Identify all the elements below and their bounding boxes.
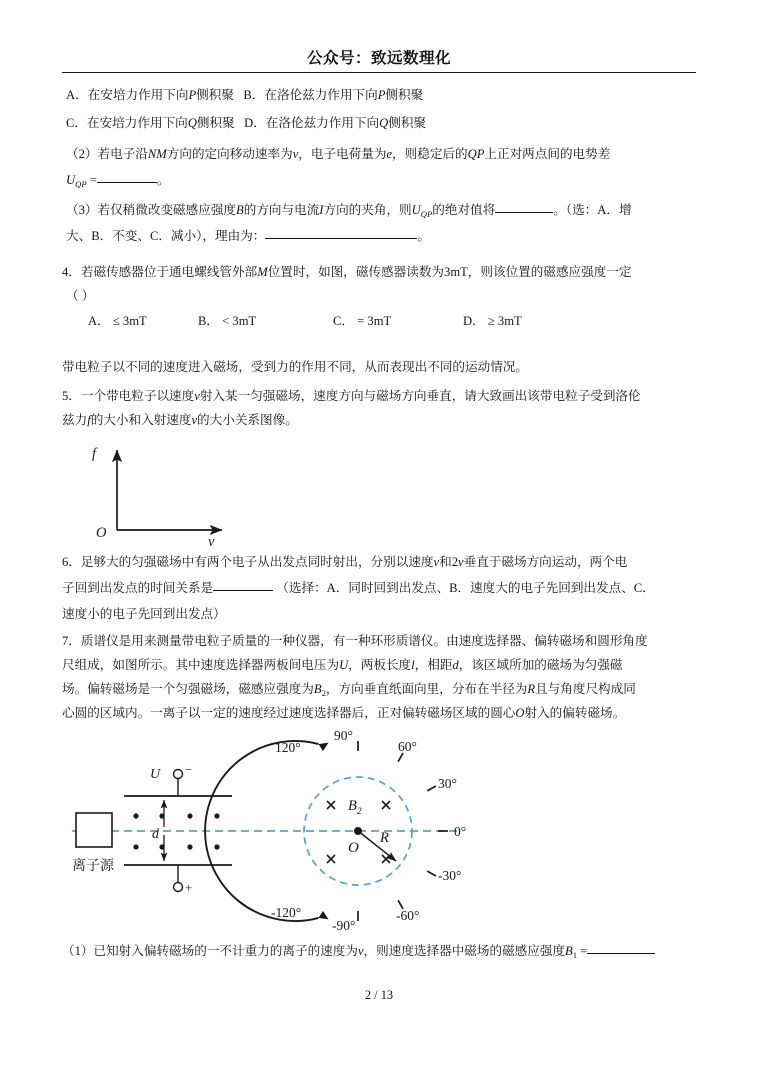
radius-arrow [358, 831, 396, 861]
question4-line1 [62, 264, 632, 281]
option-row-cd [66, 115, 426, 132]
answer-blank-abs[interactable] [495, 212, 553, 213]
q7-text-c: ，相距 [414, 658, 453, 672]
q7-text-b: ，两板长度 [348, 658, 412, 672]
option-c-var: Q [187, 116, 197, 130]
p71-text-b: ，则速度选择器中磁场的磁感应强度 [363, 944, 566, 958]
part2-u-symbol: U [66, 173, 76, 187]
q4-option-b [198, 313, 256, 330]
part2-var-e: e [386, 147, 393, 161]
part3-var-i: I [319, 203, 324, 217]
angle-label-90: 90° [334, 728, 353, 743]
part2-var-v: v [292, 147, 299, 161]
part3-var-u: U [411, 203, 421, 217]
q4-option-d-label: D． [463, 314, 485, 328]
answer-blank-b1[interactable] [587, 953, 655, 954]
q4-option-c [333, 313, 391, 330]
part2-text-b: 方向的定向移动速率为 [166, 147, 293, 161]
ion-source-box [76, 813, 112, 847]
q6-text-d: 子回到出发点的时间关系是 [62, 581, 214, 595]
q6-text-b: 和2 [439, 555, 458, 569]
part3-text-e: 。（选：A．增 [553, 203, 632, 217]
q4-option-a-text: ≤ 3mT [112, 314, 147, 328]
radius-label-r: R [380, 830, 389, 846]
part2-text-c: ，电子电荷量为 [298, 147, 387, 161]
voltage-label: U [150, 767, 161, 782]
angle-label-neg60: -60° [396, 908, 420, 923]
figure-fv-axes [70, 436, 310, 550]
q7-var-u: U [339, 658, 349, 672]
gap-label-d: d [152, 827, 159, 842]
part2-text-e: 上正对两点间的电势差 [484, 147, 611, 161]
part2-line1 [66, 146, 610, 163]
q7-text-d: ，该区域所加的磁场为匀强磁 [458, 658, 623, 672]
q4-option-d-text: ≥ 3mT [487, 314, 522, 328]
part2-text-a: （2）若电子沿 [66, 147, 148, 161]
option-b-label: B． [243, 88, 265, 102]
option-b-text2: 侧积聚 [385, 88, 424, 102]
q4-var-m: M [257, 265, 268, 279]
part3-line2 [66, 228, 430, 245]
q7-var-b2-sub: 2 [321, 688, 326, 698]
bottom-terminal-node [174, 883, 183, 892]
ion-source-label: 离子源 [72, 859, 114, 874]
option-a-text2: 侧积聚 [196, 88, 234, 102]
part3-u-subscript: QP [420, 209, 433, 219]
question7-line4 [62, 705, 625, 722]
q4-option-d [463, 313, 522, 330]
axis-label-f: f [92, 446, 97, 462]
option-b-text1: 在洛伦兹力作用下向 [264, 88, 378, 102]
q4-text-b: 位置时，如图，磁传感器读数为3mT，则该位置的磁感应强度一定 [267, 265, 632, 279]
axis-label-origin: O [96, 525, 107, 541]
arc-arrow-top [319, 743, 329, 752]
q6-text-e: （选择：A．同时回到出发点、B．速度大的电子先回到出发点、C． [276, 581, 655, 595]
answer-blank-uqp[interactable] [97, 182, 157, 183]
q5-text-e: 的大小关系图像。 [197, 413, 298, 427]
angle-label-30: 30° [438, 776, 457, 791]
question6-line1 [62, 554, 627, 571]
q7-text-h: 心圆的区域内。一离子以一定的速度经过速度选择器后，正对偏转磁场区域的圆心 [62, 706, 516, 720]
part3-text-d: 的绝对值将 [432, 203, 496, 217]
part3-text-f: 大、B．不变、C．减小），理由为： [66, 229, 266, 243]
q5-text-a: 5．一个带电粒子以速度 [62, 389, 195, 403]
part2-var-qp: QP [467, 147, 485, 161]
q7-text-f: ，方向垂直纸面向里，分布在半径为 [325, 682, 528, 696]
top-terminal-node [174, 770, 183, 779]
part2-line2 [66, 172, 169, 193]
q4-option-c-text: = 3mT [357, 314, 392, 328]
part3-text-a: （3）若仅稍微改变磁感应强度 [66, 203, 237, 217]
part3-var-b: B [236, 203, 244, 217]
q6-var-v1: v [433, 555, 440, 569]
p71-var-v: v [357, 944, 364, 958]
q6-text-a: 6．足够大的匀强磁场中有两个电子从出发点同时射出，分别以速度 [62, 555, 434, 569]
part3-text-b: 的方向与电流 [243, 203, 320, 217]
option-c-text2: 侧积聚 [196, 116, 235, 130]
part2-u-subscript: QP [75, 179, 87, 189]
q4-text-a: 4．若磁传感器位于通电螺线管外部 [62, 265, 258, 279]
q4-option-a [88, 313, 147, 330]
option-d-var: Q [379, 116, 389, 130]
answer-blank-reason[interactable] [265, 238, 417, 239]
q5-var-v1: v [194, 389, 200, 403]
q5-text-c: 兹力 [62, 413, 88, 427]
q7-var-d: d [452, 658, 459, 672]
part2-period: 。 [156, 173, 170, 187]
q7-var-l: l [411, 658, 415, 672]
q6-var-v2: v [458, 555, 464, 569]
q5-text-d: 的大小和入射速度 [90, 413, 192, 427]
part2-text-d: ，则稳定后的 [392, 147, 468, 161]
q5-var-f: f [87, 413, 91, 427]
question7-line1: 7．质谱仪是用来测量带电粒子质量的一种仪器，有一种环形质谱仪。由速度选择器、偏转磁场和圆形角度 [62, 634, 648, 648]
arc-arrow-bottom [319, 911, 329, 920]
option-d-text1: 在洛伦兹力作用下向 [265, 116, 380, 130]
option-d-label: D． [244, 116, 266, 130]
question4-line2: （ ） [66, 289, 95, 303]
option-a-text1: 在安培力作用下向 [87, 88, 189, 102]
question5-line1 [62, 388, 641, 405]
angle-label-60: 60° [398, 739, 417, 754]
axis-label-v: v [208, 534, 215, 550]
part2-var-nm: NM [147, 147, 167, 161]
center-label-o: O [348, 840, 359, 856]
question6-line2 [62, 580, 655, 597]
header-divider [62, 72, 696, 73]
intro-paragraph-5: 带电粒子以不同的速度进入磁场，受到力的作用不同，从而表现出不同的运动情况。 [62, 360, 528, 374]
angle-label-120: 120° [275, 740, 301, 755]
q7-text-i: 射入的偏转磁场。 [524, 706, 626, 720]
question7-line2 [62, 657, 622, 674]
p71-var-b1: B [565, 944, 573, 958]
page-footer: 2 / 13 [364, 988, 394, 1002]
field-label-b2: $B_2$ [348, 798, 362, 817]
q5-var-v2: v [191, 413, 198, 427]
part2-equals: = [86, 173, 97, 187]
minus-terminal-sign: − [185, 762, 193, 777]
question5-line2 [62, 412, 298, 429]
q7-var-r: R [527, 682, 536, 696]
question7-line3 [62, 681, 636, 702]
q4-option-a-label: A． [88, 314, 110, 328]
q5-text-b: 射入某一匀强磁场，速度方向与磁场方向垂直，请大致画出该带电粒子受到洛伦 [199, 389, 641, 403]
answer-blank-q6[interactable] [213, 590, 273, 591]
q4-option-c-label: C． [333, 314, 354, 328]
angle-label-0: 0° [454, 824, 467, 839]
angle-label-neg30: -30° [438, 868, 462, 883]
p71-equals: = [577, 944, 588, 958]
part3-line1 [66, 202, 632, 223]
angle-label-neg120: -120° [271, 905, 302, 920]
part3-period: 。 [417, 229, 430, 243]
page-header-title: 公众号：致远数理化 [306, 48, 451, 67]
question6-line3: 速度小的电子先回到出发点） [62, 607, 226, 621]
p71-text-a: （1）已知射入偏转磁场的一不计重力的离子的速度为 [62, 944, 358, 958]
option-c-label: C． [66, 116, 87, 130]
option-row-ab [66, 87, 423, 104]
q4-option-b-text: < 3mT [222, 314, 257, 328]
q7-text-g: 且与角度尺构成同 [535, 682, 636, 696]
p71-var-b1-sub: 1 [572, 950, 578, 960]
q7-text-a: 尺组成，如图所示。其中速度选择器两板间电压为 [62, 658, 340, 672]
figure-mass-spectrometer [62, 728, 482, 933]
q7-var-b2: B [313, 682, 322, 696]
option-b-var: P [377, 88, 386, 102]
part7-1-line [62, 943, 655, 964]
q4-option-b-label: B． [198, 314, 219, 328]
q6-text-c: 垂直于磁场方向运动，两个电 [463, 555, 628, 569]
option-a-label: A． [66, 88, 88, 102]
part3-text-c: 方向的夹角，则 [323, 203, 412, 217]
option-c-text1: 在安培力作用下向 [87, 116, 188, 130]
option-d-text2: 侧积聚 [388, 116, 427, 130]
angle-label-neg90: -90° [332, 918, 356, 933]
plus-terminal-sign: + [185, 880, 193, 895]
q7-text-e: 场。偏转磁场是一个匀强磁场，磁感应强度为 [62, 682, 314, 696]
option-a-var: P [188, 88, 197, 102]
q7-var-o: O [515, 706, 525, 720]
